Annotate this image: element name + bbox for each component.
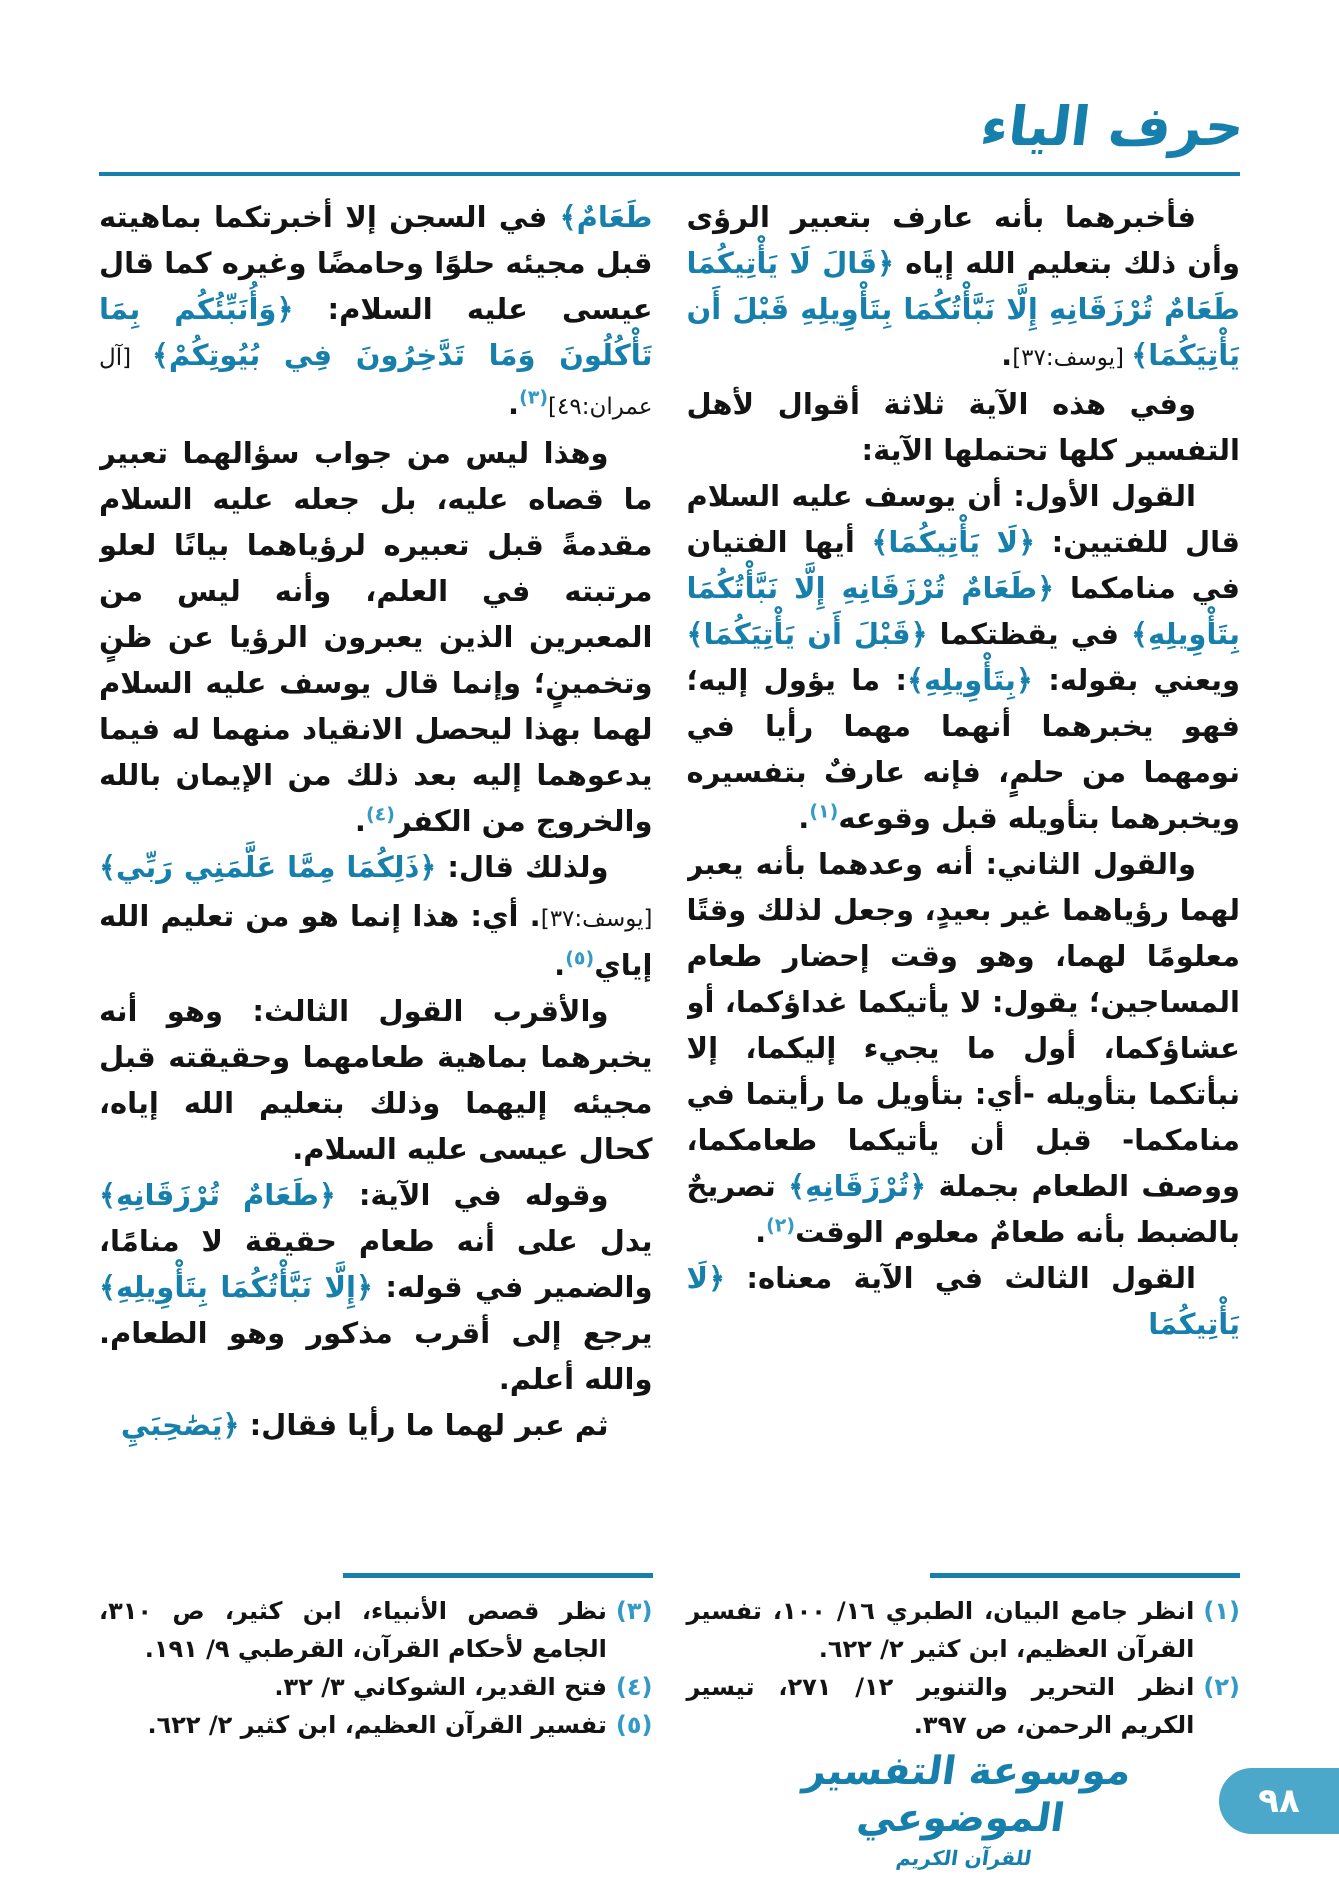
body-text: .	[508, 387, 520, 422]
footnote	[99, 1668, 653, 1706]
footnote-marker: (٢)	[1203, 1673, 1240, 1702]
body-text: .	[755, 1215, 767, 1250]
body-text: .	[1001, 338, 1013, 373]
quran-quote: ﴿ذَلِكُمَا مِمَّا عَلَّمَنِي رَبِّي﴾	[99, 850, 437, 885]
footnote-marker: (٣)	[615, 1597, 653, 1626]
footnote-separator	[930, 1573, 1240, 1578]
footnote-separator	[343, 1573, 653, 1578]
body-text: . أي: هذا إنما هو من تعليم الله إياي	[99, 899, 653, 983]
verse-ref: [آل عمران:٤٩]	[99, 345, 653, 421]
footnote-ref: (٢)	[766, 1214, 796, 1237]
body-text: وهذا ليس من جواب سؤالهما تعبير ما قصاه عليه، بل جعله عليه السلام مقدمةً قبل تعبيره لرؤياهما بيانًا لعلو مرتبته في العلم، وأنه ليس من المعبرين الذين يعبرون الرؤيا عن ظنٍ وتخمينٍ؛ وإنما قال يوسف عليه السلام لهما بهذا ليحصل الانقياد منهما له فيما يدعوهما إليه بعد ذلك من الإيمان بالله والخروج من الكفر	[99, 436, 653, 839]
chapter-title: حرف الياء	[977, 95, 1248, 158]
paragraph	[687, 473, 1241, 841]
paragraph	[687, 1255, 1241, 1347]
quran-quote: ﴿يَصَٰحِبَيِ	[120, 1408, 240, 1443]
body-text: ثم عبر لهما ما رأيا فقال:	[239, 1408, 609, 1443]
quran-quote: ﴿بِتَأْوِيلِهِ﴾	[906, 663, 1033, 698]
footnote	[687, 1668, 1241, 1744]
page-header	[0, 0, 1339, 176]
quran-quote: ﴿لَا يَأْتِيكُمَا﴾	[871, 525, 1036, 560]
body-text: .	[554, 948, 566, 983]
footnote-marker: (٤)	[615, 1673, 653, 1702]
footnote-text: تفسير القرآن العظيم، ابن كثير ٢/ ٦٢٢.	[147, 1711, 607, 1740]
column-right	[687, 194, 1241, 1744]
paragraph	[99, 988, 653, 1172]
quran-quote: ﴿قَالَ لَا يَأْتِيكُمَا طَعَامٌ تُرْزَقَانِهِ إِلَّا نَبَّأْتُكُمَا بِتَأْوِيلِهِ قَبْلَ أَن يَأْتِيَكُمَا﴾	[686, 246, 1240, 373]
body-text: وفي هذه الآية ثلاثة أقوال لأهل التفسير كلها تحتملها الآية:	[686, 387, 1240, 468]
body-text: .	[354, 804, 366, 839]
column-right-footnotes	[687, 1565, 1241, 1744]
page-number-tab	[1219, 1768, 1339, 1834]
quran-quote: ﴿وَأُنَبِّئُكُم بِمَا تَأْكُلُونَ وَمَا تَدَّخِرُونَ فِي بُيُوتِكُمْ﴾	[99, 292, 653, 373]
footnote-ref: (٣)	[519, 386, 549, 409]
paragraph	[99, 1172, 653, 1402]
body-text: فأخبرهما بأنه عارف بتعبير الرؤى وأن ذلك بتعليم الله إياه	[686, 200, 1240, 281]
body-text: يدل على أنه طعام حقيقة لا منامًا، والضمير في قوله:	[99, 1224, 653, 1305]
column-left-body	[99, 194, 653, 1565]
quran-quote: طَعَامٌ﴾	[559, 200, 653, 235]
paragraph	[687, 841, 1241, 1255]
paragraph	[99, 844, 653, 988]
body-text: : ما يؤول إليه؛ فهو يخبرهما أنهما مهما رأيا في نومهما من حلمٍ، فإنه عارفٌ بتفسيره ويخبرهما بتأويله قبل وقوعه	[686, 663, 1240, 836]
body-text: ويعني بقوله:	[1032, 663, 1240, 698]
publisher-logo-title: موسوعة التفسير الموضوعي	[800, 1749, 1135, 1842]
verse-ref: [يوسف:٣٧]	[1012, 345, 1132, 372]
paragraph	[687, 381, 1241, 473]
footnote-ref: (٤)	[365, 803, 395, 826]
column-left	[99, 194, 653, 1744]
body-text: القول الثالث في الآية معناه:	[725, 1261, 1196, 1296]
body-text: القول الأول: أن يوسف عليه السلام قال للفتيين:	[686, 479, 1240, 560]
quran-quote: ﴿طَعَامٌ تُرْزَقَانِهِ﴾	[99, 1178, 336, 1213]
body-text: أيها الفتيان في منامكما	[686, 525, 1240, 606]
body-text: تصريحٌ بالضبط بأنه طعامٌ معلوم الوقت	[686, 1169, 1240, 1250]
footnote-text: انظر جامع البيان، الطبري ١٦/ ١٠٠، تفسير القرآن العظيم، ابن كثير ٢/ ٦٢٢.	[686, 1597, 1195, 1664]
body-text: وقوله في الآية:	[335, 1178, 609, 1213]
footnote	[687, 1592, 1241, 1668]
page-number: ٩٨	[1258, 1781, 1300, 1821]
quran-quote: ﴿إِلَّا نَبَّأْتُكُمَا بِتَأْوِيلِهِ﴾	[99, 1270, 373, 1305]
body-text: في يقظتكما	[927, 617, 1132, 652]
body-text: والأقرب القول الثالث: وهو أنه يخبرهما بماهية طعامهما وحقيقته قبل مجيئه إليهما وذلك بتعليم الله إياه، كحال عيسى عليه السلام.	[99, 994, 653, 1167]
verse-ref: [يوسف:٣٧]	[540, 906, 653, 933]
body-text: والقول الثاني: أنه وعدهما بأنه يعبر لهما رؤياهما غير بعيدٍ، وجعل لذلك وقتًا معلومًا لهما، وهو وقت إحضار طعام المساجين؛ يقول: لا يأتيكما غداؤكما، أو عشاؤكما، أول ما يجيء إليكما، إلا نبأتكما بتأويله -أي: بتأويل ما رأيتما في منامكما- قبل أن يأتيكما طعامكما، ووصف الطعام بجملة	[686, 847, 1240, 1204]
footnote-text: انظر التحرير والتنوير ١٢/ ٢٧١، تيسير الكريم الرحمن، ص ٣٩٧.	[686, 1673, 1195, 1740]
publisher-logo-subtitle: للقرآن الكريم	[894, 1846, 1034, 1870]
footnote-ref: (٥)	[565, 947, 595, 970]
paragraph	[99, 194, 653, 430]
quran-quote: ﴿قَبْلَ أَن يَأْتِيَكُمَا﴾	[686, 617, 928, 652]
footnote	[99, 1592, 653, 1668]
quran-quote: ﴿لَا يَأْتِيكُمَا	[686, 1261, 1240, 1342]
footnote-marker: (١)	[1203, 1597, 1240, 1626]
footnote-ref: (١)	[809, 800, 839, 823]
body-text: يرجع إلى أقرب مذكور وهو الطعام. والله أعلم.	[99, 1316, 653, 1397]
footnote-text: نظر قصص الأنبياء، ابن كثير، ص ٣١٠، الجامع لأحكام القرآن، القرطبي ٩/ ١٩١.	[99, 1597, 607, 1664]
body-text: .	[798, 801, 810, 836]
column-left-footnotes	[99, 1565, 653, 1744]
paragraph	[99, 1402, 653, 1448]
quran-quote: ﴿تُرْزَقَانِهِ﴾	[788, 1169, 927, 1204]
quran-quote: ﴿طَعَامٌ تُرْزَقَانِهِ إِلَّا نَبَّأْتُكُمَا بِتَأْوِيلِهِ﴾	[686, 571, 1240, 652]
body-text: في السجن إلا أخبرتكما بماهيته قبل مجيئه حلوًا وحامضًا وغيره كما قال عيسى عليه السلام:	[99, 200, 653, 327]
footnote-list	[99, 1592, 653, 1744]
publisher-logo	[749, 1749, 1179, 1870]
footnote-text: فتح القدير، الشوكاني ٣/ ٣٢.	[274, 1673, 607, 1702]
footnote	[99, 1706, 653, 1744]
body-text: ولذلك قال:	[436, 850, 609, 885]
footnote-list	[687, 1592, 1241, 1744]
paragraph	[687, 194, 1241, 381]
footnote-marker: (٥)	[615, 1711, 653, 1740]
header-rule	[99, 172, 1240, 176]
content-columns	[0, 194, 1339, 1744]
paragraph	[99, 430, 653, 844]
column-right-body	[687, 194, 1241, 1565]
